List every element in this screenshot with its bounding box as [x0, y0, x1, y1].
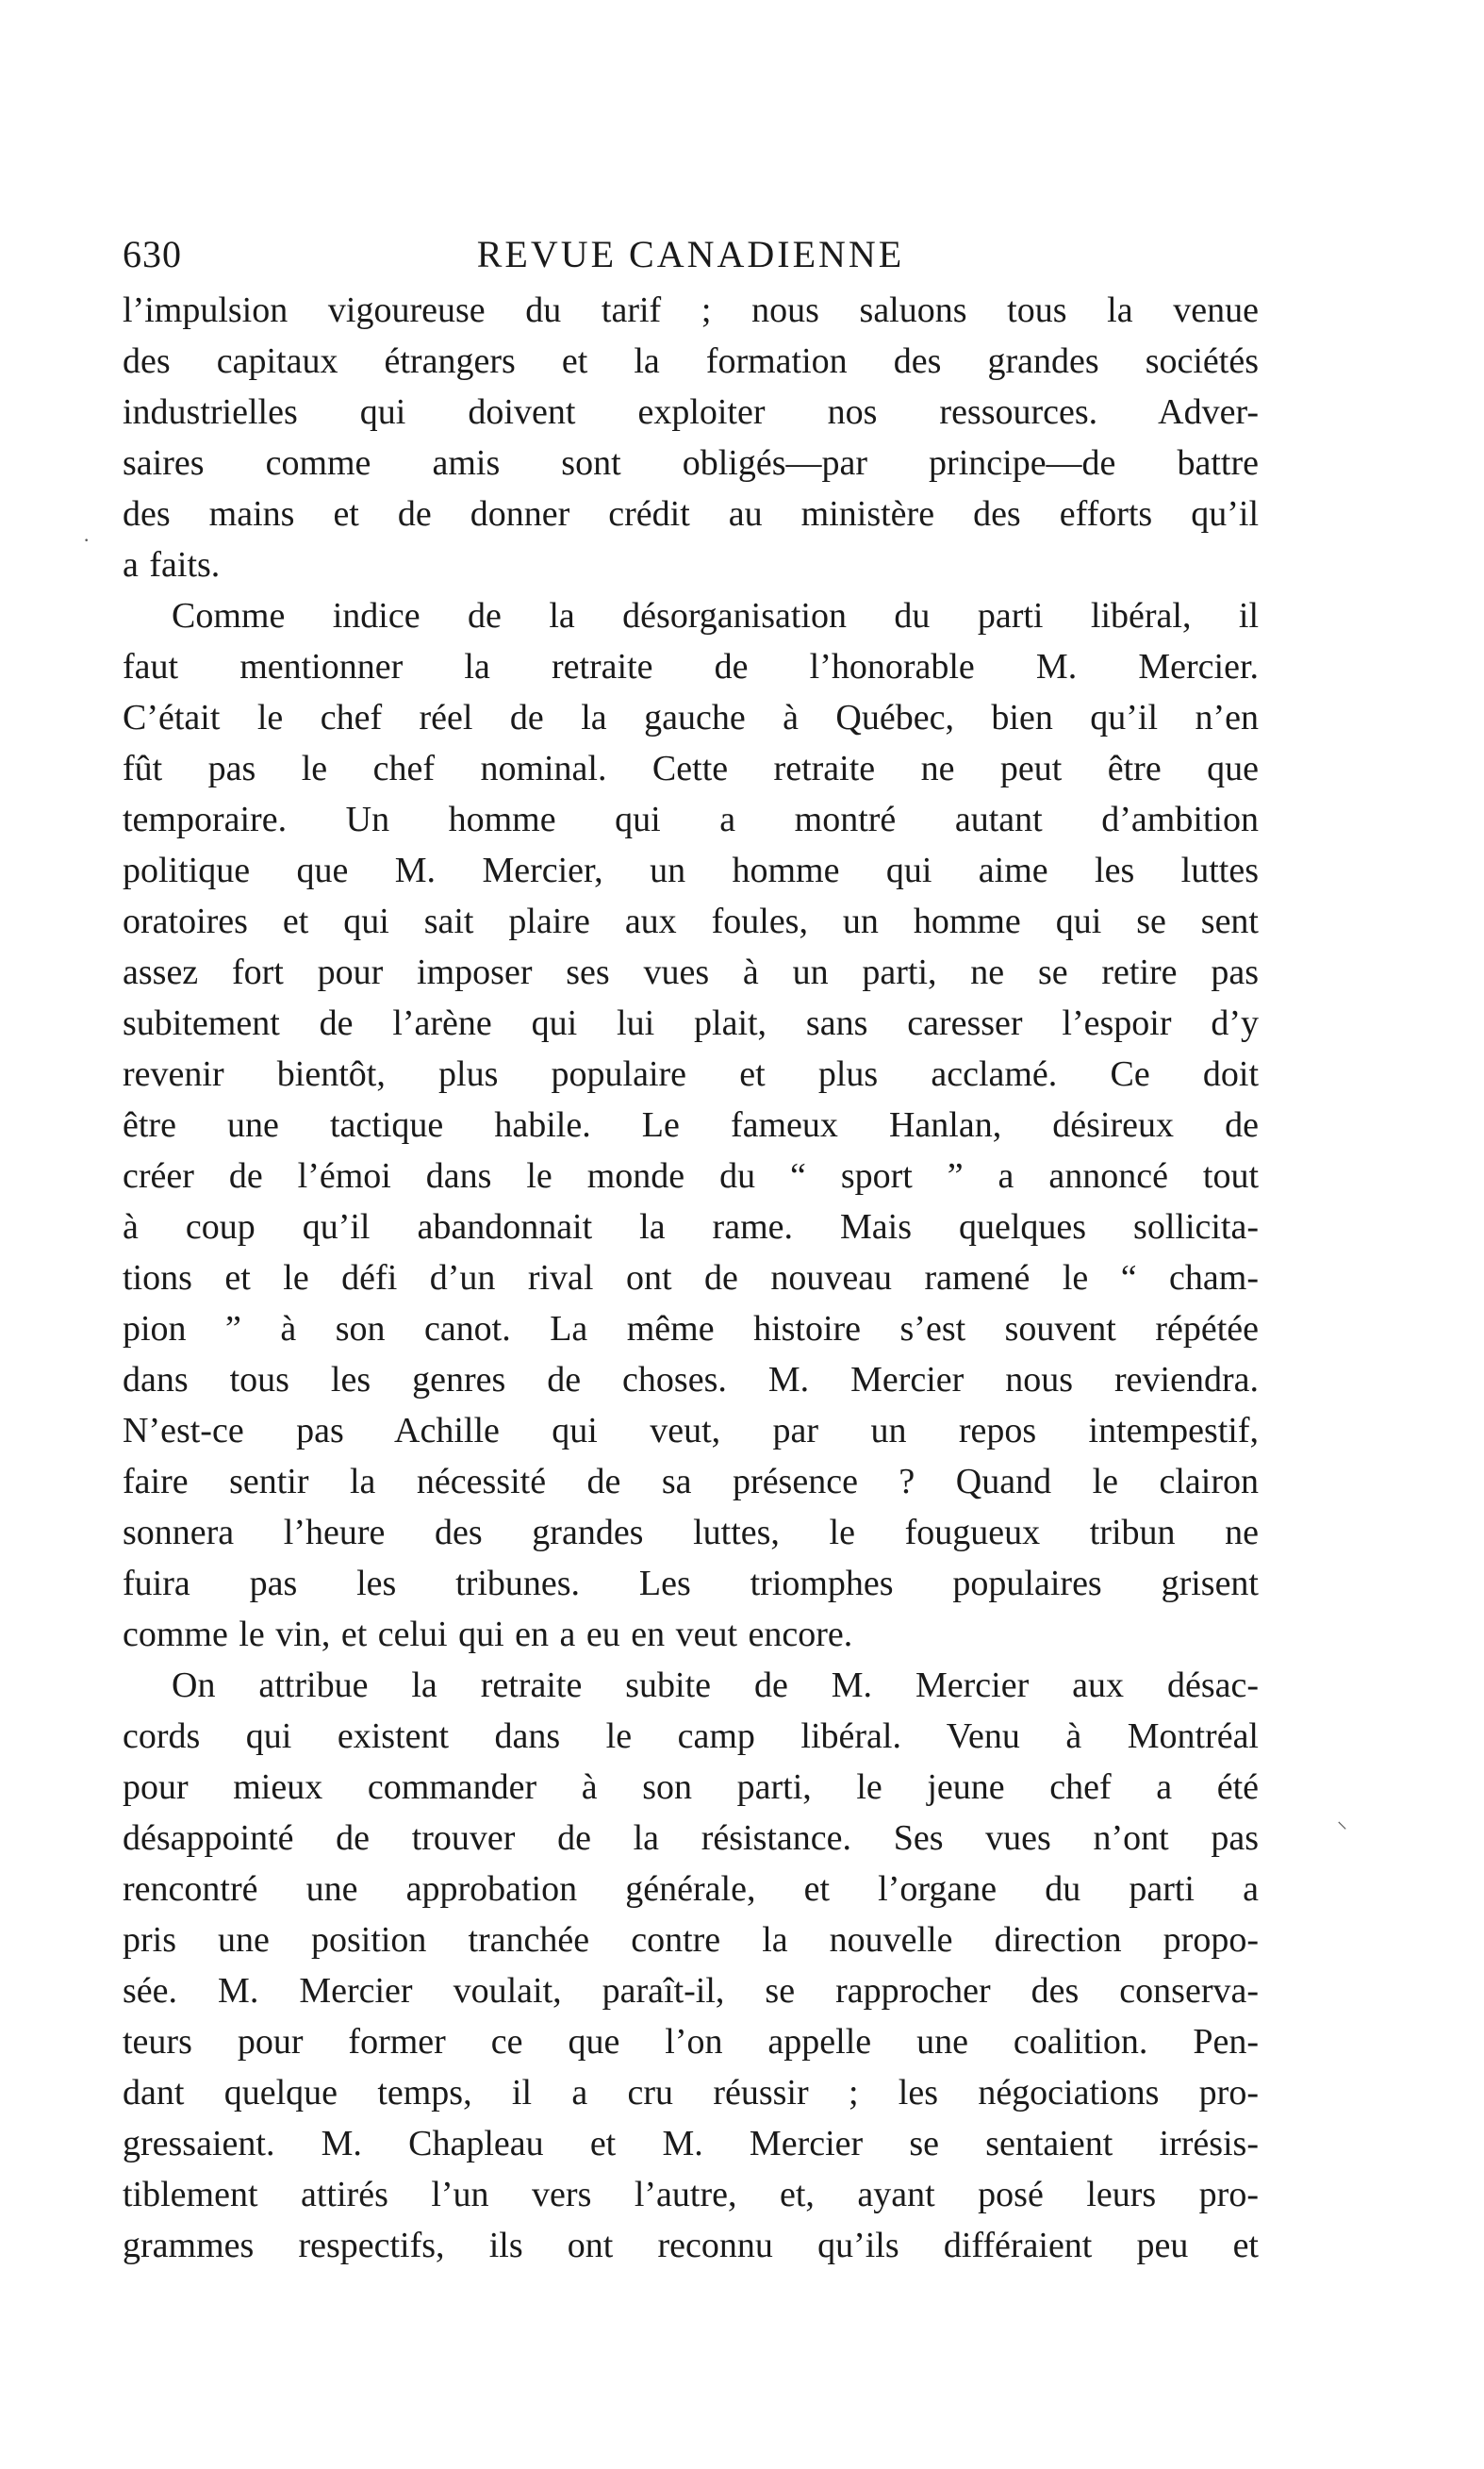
text-line: C’était le chef réel de la gauche à Québec, bien qu’il n’en [123, 698, 1259, 737]
text-line: gressaient. M. Chapleau et M. Mercier se sentaient irrésis- [123, 2124, 1259, 2163]
text-line: des capitaux étrangers et la formation des grandes sociétés [123, 341, 1259, 381]
text-line: tions et le défi d’un rival ont de nouveau ramené le “ cham- [123, 1258, 1259, 1298]
text-line: N’est-ce pas Achille qui veut, par un repos intempestif, [123, 1411, 1259, 1450]
text-line: tiblement attirés l’un vers l’autre, et, ayant posé leurs pro- [123, 2175, 1259, 2214]
text-line: industrielles qui doivent exploiter nos ressources. Adver- [123, 392, 1259, 432]
text-line: dant quelque temps, il a cru réussir ; les négociations pro- [123, 2073, 1259, 2113]
text-line: désappointé de trouver de la résistance. Ses vues n’ont pas [123, 1818, 1259, 1858]
running-head [123, 226, 1259, 285]
paragraph-2 [123, 590, 1259, 1660]
text-line: pris une position tranchée contre la nouvelle direction propo- [123, 1920, 1259, 1960]
text-line: revenir bientôt, plus populaire et plus acclamé. Ce doit [123, 1054, 1259, 1094]
stray-margin-mark: ⸜ [1337, 1809, 1348, 1832]
text-line: saires comme amis sont obligés—par principe—de battre [123, 443, 1259, 483]
text-line: à coup qu’il abandonnait la rame. Mais quelques sollicita- [123, 1207, 1259, 1247]
text-line: créer de l’émoi dans le monde du “ sport ” a annoncé tout [123, 1156, 1259, 1196]
text-line: politique que M. Mercier, un homme qui aime les luttes [123, 851, 1259, 890]
text-line: sonnera l’heure des grandes luttes, le fougueux tribun ne [123, 1513, 1259, 1552]
text-line: assez fort pour imposer ses vues à un parti, ne se retire pas [123, 953, 1259, 992]
paragraph-1 [123, 285, 1259, 590]
book-page [123, 226, 1259, 2271]
text-line: subitement de l’arène qui lui plait, sans caresser l’espoir d’y [123, 1003, 1259, 1043]
text-line: teurs pour former ce que l’on appelle une coalition. Pen- [123, 2022, 1259, 2062]
text-line: a faits. [123, 545, 221, 585]
text-line: faire sentir la nécessité de sa présence ? Quand le clairon [123, 1462, 1259, 1501]
text-line: On attribue la retraite subite de M. Mercier aux désac- [172, 1665, 1259, 1705]
text-line: Comme indice de la désorganisation du parti libéral, il [172, 596, 1259, 636]
journal-title: REVUE CANADIENNE [476, 233, 905, 275]
text-line: pion ” à son canot. La même histoire s’est souvent répétée [123, 1309, 1259, 1349]
text-line: sée. M. Mercier voulait, paraît-il, se rapprocher des conserva- [123, 1971, 1259, 2011]
text-line: cords qui existent dans le camp libéral. Venu à Montréal [123, 1716, 1259, 1756]
text-line: oratoires et qui sait plaire aux foules, un homme qui se sent [123, 902, 1259, 941]
text-line: rencontré une approbation générale, et l’organe du parti a [123, 1869, 1259, 1909]
text-line: des mains et de donner crédit au ministère des efforts qu’il [123, 494, 1259, 534]
text-line: temporaire. Un homme qui a montré autant d’ambition [123, 800, 1259, 839]
text-line: comme le vin, et celui qui en a eu en veut encore. [123, 1615, 853, 1654]
paragraph-3 [123, 1660, 1259, 2271]
text-line: dans tous les genres de choses. M. Mercier nous reviendra. [123, 1360, 1259, 1400]
text-line: fuira pas les tribunes. Les triomphes populaires grisent [123, 1564, 1259, 1603]
text-line: l’impulsion vigoureuse du tarif ; nous saluons tous la venue [123, 290, 1259, 330]
text-line: être une tactique habile. Le fameux Hanlan, désireux de [123, 1105, 1259, 1145]
text-line: fût pas le chef nominal. Cette retraite ne peut être que [123, 749, 1259, 788]
text-line: pour mieux commander à son parti, le jeune chef a été [123, 1767, 1259, 1807]
stray-dot-mark: · [83, 528, 91, 552]
page-number: 630 [123, 233, 182, 275]
text-line: grammes respectifs, ils ont reconnu qu’ils différaient peu et [123, 2226, 1259, 2265]
text-line: faut mentionner la retraite de l’honorable M. Mercier. [123, 647, 1259, 687]
